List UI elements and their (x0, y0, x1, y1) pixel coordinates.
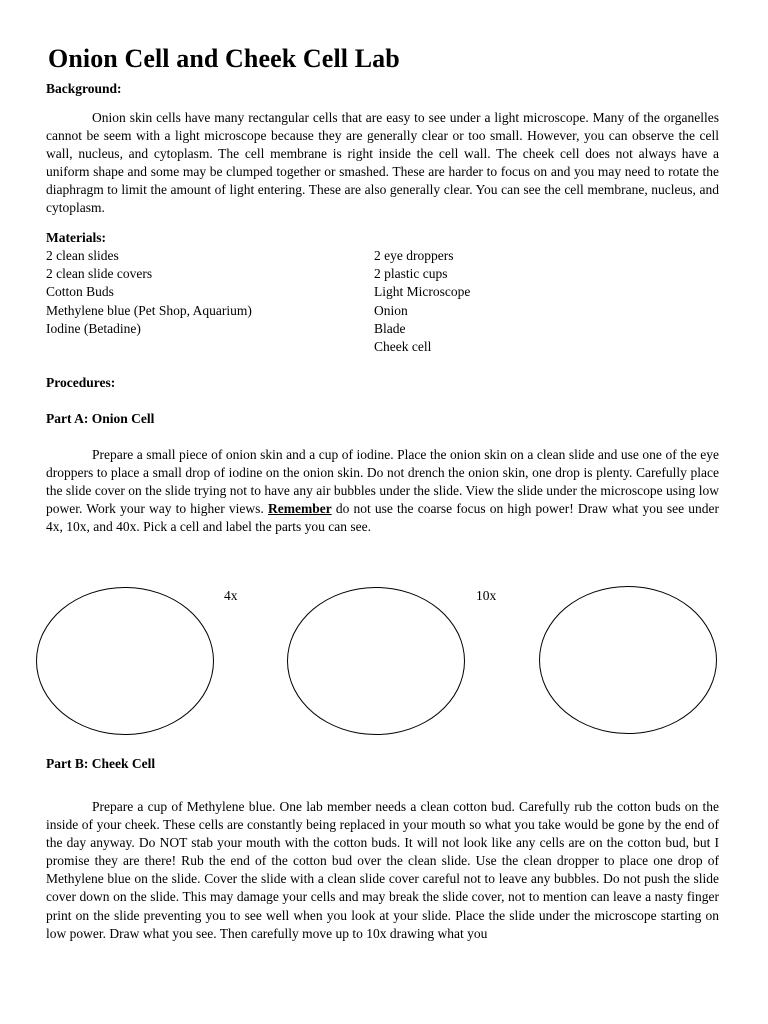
part-a-text: Prepare a small piece of onion skin and a cup of iodine. Place the onion skin on a clean slide and use one of the eye droppers to place a small drop of iodine on the onion skin. Do not drench the onion skin, one drop is plenty. Carefully place the slide cover on the slide trying not to have any air bubbles under the slide. View the slide under the microscope using low power. Work your way to higher views. (46, 447, 719, 517)
remember-emphasis: Remember (267, 501, 332, 517)
background-heading: Background: (46, 81, 122, 96)
background-paragraph: Onion skin cells have many rectangular cells that are easy to see under a light microscope. Many of the organelles cannot be seem with a light microscope because they are generally clear or too small. However, you can observe the cell wall, nucleus, and cytoplasm. The cell membrane is right inside the cell wall. The cheek cell does not always have a uniform shape and some may be clumped together or smashed. These are harder to focus on and you may need to rotate the diaphragm to limit the amount of light entering. These are also generally clear. You can see the cell membrane, nucleus, and cytoplasm. (46, 110, 719, 216)
material-item: 2 eye droppers (374, 248, 454, 263)
material-item: 2 clean slides (46, 248, 119, 263)
material-item: Light Microscope (374, 284, 471, 300)
materials-heading: Materials: (46, 230, 106, 245)
materials-list-right (374, 247, 470, 356)
material-item: 2 plastic cups (374, 266, 448, 282)
material-item: Onion (374, 302, 408, 318)
drawing-circle-2 (287, 587, 465, 735)
material-item: Cotton Buds (46, 284, 114, 300)
part-b-paragraph: Prepare a cup of Methylene blue. One lab member needs a clean cotton bud. Carefully rub the cotton buds on the inside of your cheek. These cells are constantly being replaced in your mouth so what you take would be gone by the end of the day anyway. Do NOT stab your mouth with the cotton buds. It will not look like any cells are on the cotton bud, but I promise they are there! Rub the end of the cotton bud over the clean slide. Use the clean dropper to place one drop of Methylene blue on the slide. Cover the slide with a clean slide cover careful not to leave any bubbles. Do not push the slide cover down on the slide. This may damage your cells and may break the slide cover, not to mention can leave a nasty finger print on the slide preventing you to see well when you look at your slide. Place the slide under the microscope starting on low power. Draw what you see. Then carefully move up to 10x drawing what you (46, 799, 719, 941)
drawing-label-10x: 10x (476, 588, 497, 603)
materials-list-left (46, 247, 252, 338)
part-a-heading: Part A: Onion Cell (46, 411, 155, 426)
part-a-paragraph (46, 446, 719, 536)
material-item: Blade (374, 320, 406, 336)
drawing-circle-1 (36, 587, 214, 735)
material-item: 2 clean slide covers (46, 266, 153, 282)
part-b-heading: Part B: Cheek Cell (46, 756, 156, 771)
page-title: Onion Cell and Cheek Cell Lab (48, 44, 400, 73)
material-item: Iodine (Betadine) (46, 320, 141, 336)
procedures-heading: Procedures: (46, 375, 116, 390)
material-item: Cheek cell (374, 339, 432, 355)
drawing-circle-3 (539, 586, 717, 734)
material-item: Methylene blue (Pet Shop, Aquarium) (46, 302, 252, 318)
part-a-text-continued: do not use the coarse focus on high power! Draw what you see under 4x, 10x, and 40x. Pick a cell and label the parts you can see. (46, 501, 719, 535)
drawing-label-4x: 4x (224, 588, 238, 603)
